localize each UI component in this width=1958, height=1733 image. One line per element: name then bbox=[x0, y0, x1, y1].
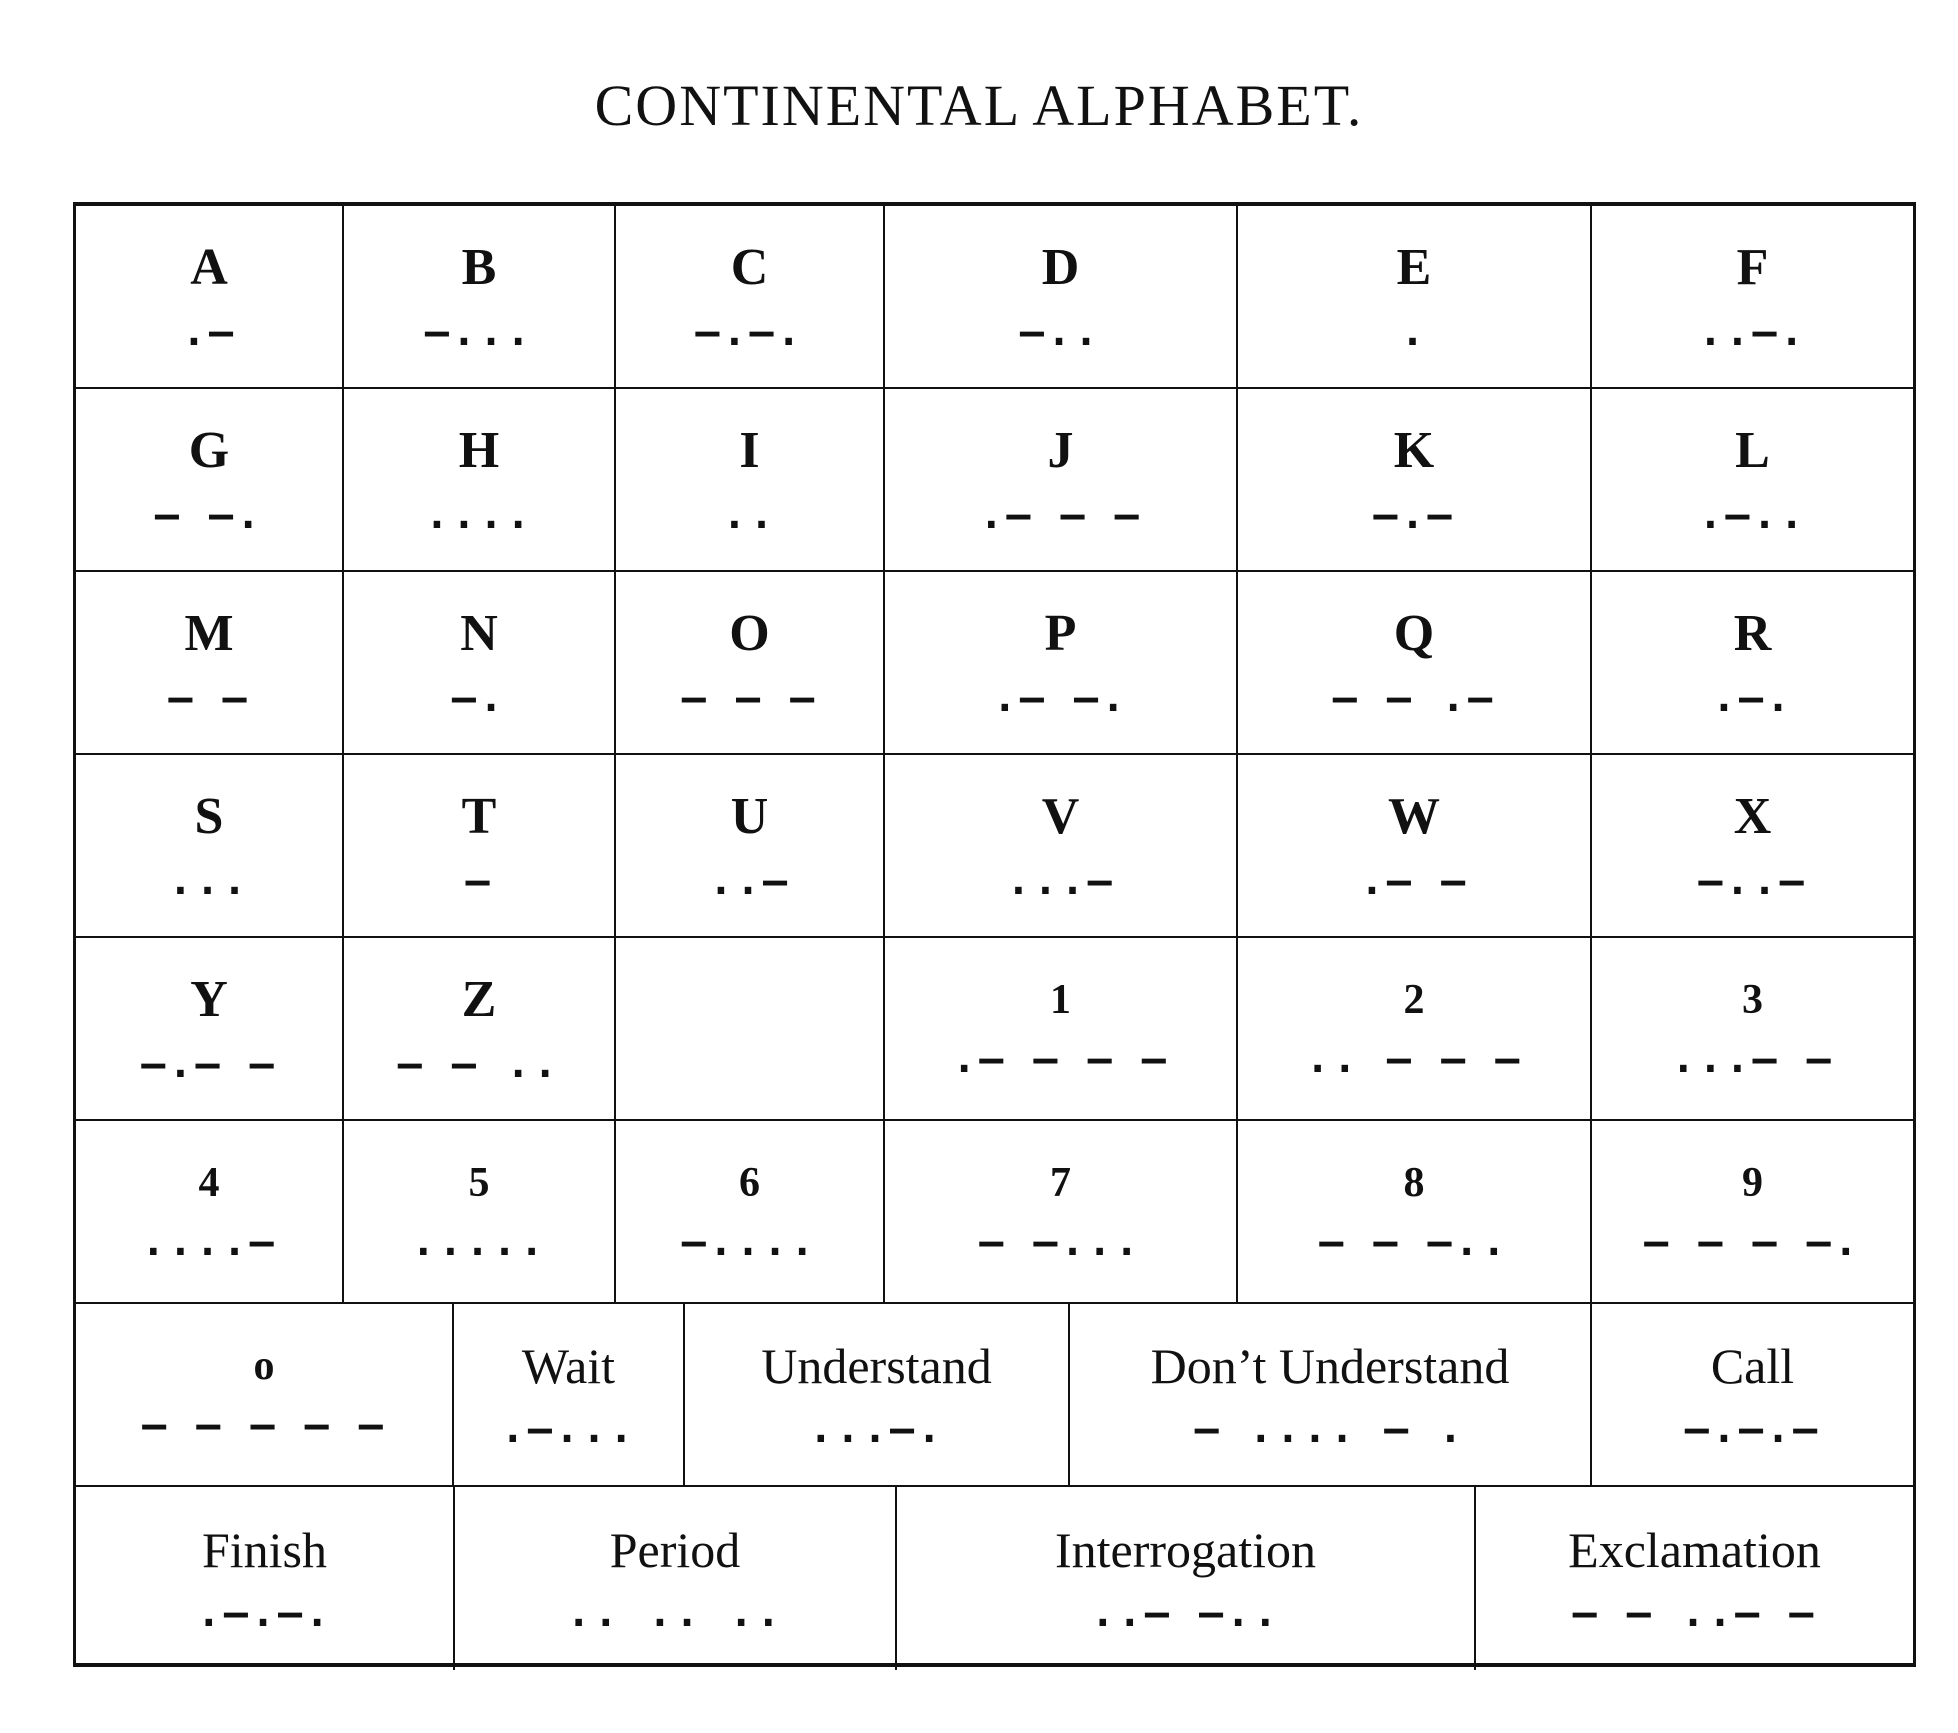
morse-code: ..... bbox=[411, 1218, 547, 1265]
symbol-label: Exclamation bbox=[1568, 1521, 1821, 1578]
cell-j bbox=[885, 389, 1238, 570]
symbol-label: Y bbox=[190, 970, 228, 1028]
morse-code: ..— —.. bbox=[1090, 1589, 1281, 1636]
morse-code: —.... bbox=[681, 1218, 818, 1265]
symbol-label: o bbox=[253, 1342, 275, 1389]
morse-code: .... bbox=[424, 491, 534, 538]
cell-u bbox=[616, 755, 885, 936]
cell-period bbox=[455, 1487, 897, 1670]
cell-l bbox=[1592, 389, 1913, 570]
symbol-label: U bbox=[730, 787, 769, 845]
morse-code: ...— bbox=[1006, 857, 1115, 904]
cell-d bbox=[885, 206, 1238, 387]
cell-understand bbox=[685, 1304, 1070, 1485]
morse-code: .— bbox=[181, 308, 237, 355]
symbol-label: N bbox=[460, 604, 498, 662]
morse-code: .—.. bbox=[1698, 491, 1807, 538]
cell-call bbox=[1592, 1304, 1913, 1485]
morse-code: — — — —. bbox=[1644, 1218, 1861, 1265]
cell-t bbox=[344, 755, 616, 936]
morse-code: —.—.— bbox=[1684, 1405, 1821, 1452]
morse-code: — — ..— — bbox=[1572, 1589, 1817, 1636]
cell-a bbox=[76, 206, 344, 387]
morse-code: —.. bbox=[1019, 308, 1102, 355]
morse-code: .. bbox=[722, 491, 777, 538]
morse-code: ... bbox=[168, 857, 250, 904]
morse-code: —.— — bbox=[141, 1040, 277, 1087]
morse-code: ...— — bbox=[1671, 1035, 1834, 1082]
symbol-label: Interrogation bbox=[1054, 1521, 1316, 1578]
cell-p bbox=[885, 572, 1238, 753]
symbol-label: Z bbox=[461, 970, 497, 1028]
symbol-label: Call bbox=[1710, 1337, 1795, 1394]
symbol-label: E bbox=[1396, 238, 1432, 296]
cell-e bbox=[1238, 206, 1592, 387]
symbol-label: A bbox=[190, 238, 228, 296]
cell-9 bbox=[1592, 1121, 1913, 1302]
symbol-label: 1 bbox=[1050, 976, 1071, 1023]
cell-w bbox=[1238, 755, 1592, 936]
cell-7 bbox=[885, 1121, 1238, 1302]
symbol-label: L bbox=[1735, 421, 1770, 479]
cell-6 bbox=[616, 1121, 885, 1302]
symbol-label: J bbox=[1047, 421, 1074, 479]
table-row bbox=[76, 572, 1913, 755]
symbol-label: 5 bbox=[468, 1159, 490, 1206]
cell-finish bbox=[76, 1487, 455, 1670]
cell-i bbox=[616, 389, 885, 570]
morse-code: ..—. bbox=[1698, 308, 1807, 355]
symbol-label: 8 bbox=[1403, 1159, 1425, 1206]
cell-s bbox=[76, 755, 344, 936]
cell-m bbox=[76, 572, 344, 753]
morse-code: ....— bbox=[141, 1218, 277, 1265]
morse-code: .— — — bbox=[979, 491, 1142, 538]
morse-code: — bbox=[465, 857, 493, 904]
morse-code: — —... bbox=[979, 1218, 1142, 1265]
empty-cell bbox=[616, 938, 885, 1119]
cell-b bbox=[344, 206, 616, 387]
symbol-label: M bbox=[184, 604, 234, 662]
morse-code: —.—. bbox=[695, 308, 804, 355]
cell-n bbox=[344, 572, 616, 753]
symbol-label: 9 bbox=[1742, 1159, 1763, 1206]
cell-2 bbox=[1238, 938, 1592, 1119]
cell-5 bbox=[344, 1121, 616, 1302]
cell-g bbox=[76, 389, 344, 570]
cell-1 bbox=[885, 938, 1238, 1119]
symbol-label: K bbox=[1393, 421, 1435, 479]
symbol-label: Q bbox=[1393, 604, 1435, 662]
cell-wait bbox=[454, 1304, 685, 1485]
symbol-label: S bbox=[194, 787, 224, 845]
symbol-label: P bbox=[1044, 604, 1077, 662]
cell-8 bbox=[1238, 1121, 1592, 1302]
symbol-label: 4 bbox=[198, 1159, 220, 1206]
morse-code: .. .. .. bbox=[566, 1589, 784, 1636]
table-row bbox=[76, 389, 1913, 572]
morse-code: —.— bbox=[1373, 491, 1455, 538]
symbol-label: 7 bbox=[1050, 1159, 1071, 1206]
symbol-label: Period bbox=[609, 1521, 741, 1578]
symbol-label: D bbox=[1041, 238, 1080, 296]
symbol-label: Wait bbox=[521, 1337, 616, 1394]
symbol-label: 3 bbox=[1742, 976, 1763, 1023]
morse-code: — — bbox=[168, 674, 250, 721]
symbol-label: Finish bbox=[201, 1521, 328, 1578]
symbol-label: H bbox=[458, 421, 500, 479]
symbol-label: W bbox=[1388, 787, 1440, 845]
table-row bbox=[76, 1487, 1913, 1670]
symbol-label: Understand bbox=[761, 1337, 992, 1394]
cell-z bbox=[344, 938, 616, 1119]
morse-code: .—... bbox=[500, 1405, 637, 1452]
symbol-label: T bbox=[461, 787, 497, 845]
table-row bbox=[76, 938, 1913, 1121]
symbol-label: B bbox=[461, 238, 497, 296]
symbol-label: 2 bbox=[1403, 976, 1425, 1023]
symbol-label: 6 bbox=[739, 1159, 760, 1206]
morse-code: — — — bbox=[681, 674, 818, 721]
cell-y bbox=[76, 938, 344, 1119]
morse-code: .—.—. bbox=[196, 1589, 333, 1636]
symbol-label: Don’t Understand bbox=[1150, 1337, 1510, 1394]
morse-code: .— — — — bbox=[952, 1035, 1169, 1082]
morse-code: .. — — — bbox=[1305, 1035, 1523, 1082]
morse-code: — — — — — bbox=[142, 1401, 386, 1448]
symbol-label: C bbox=[730, 238, 769, 296]
morse-code: — .... — . bbox=[1194, 1405, 1466, 1452]
cell-x bbox=[1592, 755, 1913, 936]
page-title: CONTINENTAL ALPHABET. bbox=[594, 73, 1364, 138]
cell-exclamation bbox=[1476, 1487, 1913, 1670]
morse-code: .— —. bbox=[992, 674, 1129, 721]
cell-don-t-understand bbox=[1070, 1304, 1592, 1485]
cell-interrogation bbox=[897, 1487, 1476, 1670]
morse-code: .— — bbox=[1359, 857, 1469, 904]
cell-4 bbox=[76, 1121, 344, 1302]
symbol-label: F bbox=[1736, 238, 1769, 296]
table-row bbox=[76, 1304, 1913, 1487]
morse-code: . bbox=[1400, 308, 1428, 355]
morse-code: — —. bbox=[154, 491, 264, 538]
alphabet-table bbox=[73, 202, 1916, 1667]
table-row bbox=[76, 206, 1913, 389]
morse-code: — — .. bbox=[397, 1040, 561, 1087]
morse-code: ..— bbox=[708, 857, 791, 904]
cell-v bbox=[885, 755, 1238, 936]
morse-code: — — .— bbox=[1332, 674, 1496, 721]
cell-c bbox=[616, 206, 885, 387]
morse-code: —. bbox=[451, 674, 507, 721]
morse-code: .—. bbox=[1711, 674, 1794, 721]
cell-h bbox=[344, 389, 616, 570]
symbol-label: G bbox=[188, 421, 230, 479]
morse-code: —..— bbox=[1698, 857, 1807, 904]
cell-k bbox=[1238, 389, 1592, 570]
cell-o bbox=[616, 572, 885, 753]
morse-code: — — —.. bbox=[1319, 1218, 1509, 1265]
symbol-label: O bbox=[729, 604, 770, 662]
symbol-label: X bbox=[1733, 787, 1772, 845]
cell-f bbox=[1592, 206, 1913, 387]
table-row bbox=[76, 1121, 1913, 1304]
cell-q bbox=[1238, 572, 1592, 753]
symbol-label: V bbox=[1041, 787, 1080, 845]
cell-r bbox=[1592, 572, 1913, 753]
cell-3 bbox=[1592, 938, 1913, 1119]
table-row bbox=[76, 755, 1913, 938]
symbol-label: R bbox=[1733, 604, 1772, 662]
morse-code: —... bbox=[424, 308, 534, 355]
morse-code: ...—. bbox=[808, 1405, 945, 1452]
symbol-label: I bbox=[739, 421, 760, 479]
cell-o bbox=[76, 1304, 454, 1485]
